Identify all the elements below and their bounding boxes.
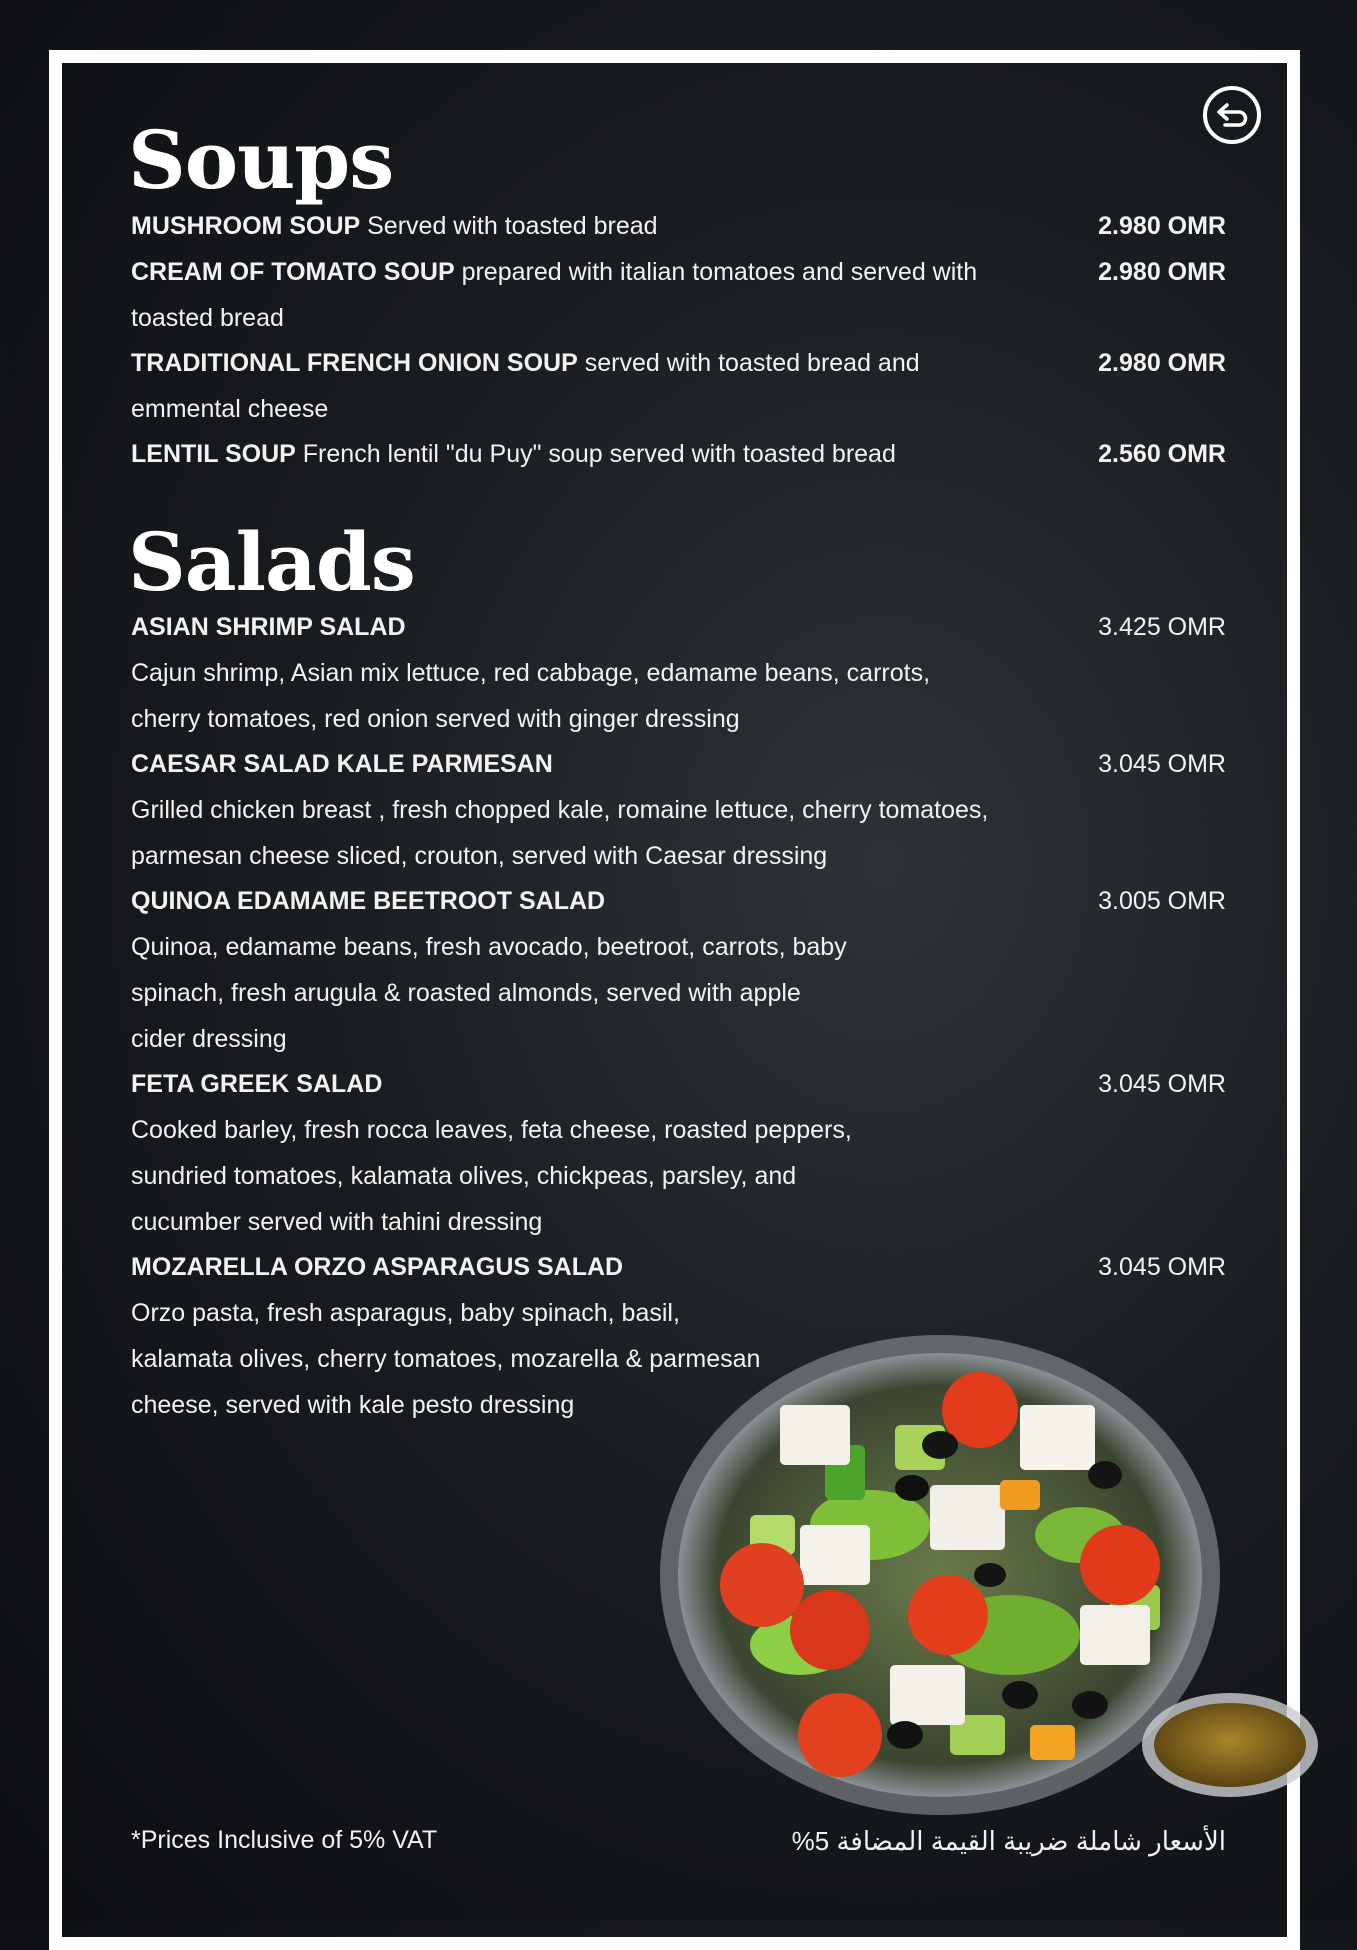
salad-price: 3.045 OMR [1098,750,1226,778]
salad-desc: Cajun shrimp, Asian mix lettuce, red cabbage, edamame beans, carrots, cherry tomatoes, red onion served with ginger dressing [131,659,931,733]
salad-desc: Cooked barley, fresh rocca leaves, feta cheese, roasted peppers, sundried tomatoes, kalamata olives, chickpeas, parsley, and cucumber served with tahini dressing [131,1116,852,1236]
salad-bowl-image [650,1335,1330,1835]
olive [1072,1691,1108,1719]
feta-cube [780,1405,850,1465]
cherry-tomato [790,1590,870,1670]
vat-note-en: *Prices Inclusive of 5% VAT [131,1826,438,1854]
salad-price: 3.425 OMR [1098,613,1226,641]
salad-name: FETA GREEK SALAD [131,1070,383,1098]
salad-desc: Quinoa, edamame beans, fresh avocado, beetroot, carrots, baby spinach, fresh arugula & roasted almonds, served with apple cider dressing [131,933,847,1053]
olive [974,1563,1006,1587]
salad-item [131,604,1226,742]
salad-item [131,1061,1226,1245]
salad-item [131,741,1226,879]
soup-name: MUSHROOM SOUP [131,212,361,240]
soup-name: LENTIL SOUP [131,440,296,468]
cherry-tomato [720,1543,804,1627]
feta-cube [1080,1605,1150,1665]
salad-desc: Orzo pasta, fresh asparagus, baby spinach, basil, kalamata olives, cherry tomatoes, mozarella & parmesan cheese, served with kale pesto dressing [131,1299,761,1419]
soup-desc: Served with toasted bread [360,212,658,240]
cherry-tomato [908,1575,988,1655]
salad-item [131,878,1226,1062]
soups-title: Soups [128,113,394,207]
feta-cube [1020,1405,1095,1470]
vat-note-ar: الأسعار شاملة ضريبة القيمة المضافة 5% [791,1826,1226,1856]
salad-name: QUINOA EDAMAME BEETROOT SALAD [131,887,606,915]
olive [1088,1461,1122,1489]
back-button[interactable] [1203,86,1261,144]
salad-desc: Grilled chicken breast , fresh chopped kale, romaine lettuce, cherry tomatoes, parmesan cheese sliced, crouton, served with Caesar dressing [131,796,989,870]
soup-name: CREAM OF TOMATO SOUP [131,258,455,286]
salad-name: MOZARELLA ORZO ASPARAGUS SALAD [131,1253,624,1281]
salad-name: ASIAN SHRIMP SALAD [131,613,406,641]
dressing-sauce [1154,1703,1306,1787]
salads-title: Salads [128,515,415,609]
yellow-pepper [1030,1725,1075,1760]
soup-price: 2.980 OMR [1098,258,1226,286]
soup-price: 2.560 OMR [1098,440,1226,468]
soup-desc: served with toasted bread and emmental cheese [131,349,920,423]
return-arrow-icon [1215,102,1249,128]
soup-desc: prepared with italian tomatoes and served with toasted bread [131,258,978,332]
olive [1002,1681,1038,1709]
salad-name: CAESAR SALAD KALE PARMESAN [131,750,553,778]
feta-cube [800,1525,870,1585]
salad-price: 3.045 OMR [1098,1070,1226,1098]
soup-desc: French lentil "du Puy" soup served with toasted bread [295,440,896,468]
salad-price: 3.005 OMR [1098,887,1226,915]
soup-price: 2.980 OMR [1098,349,1226,377]
soup-name: TRADITIONAL FRENCH ONION SOUP [131,349,578,377]
feta-cube [890,1665,965,1725]
cherry-tomato [798,1693,882,1777]
olive [895,1475,929,1501]
olive [922,1431,958,1459]
feta-cube [930,1485,1005,1550]
soup-item [131,340,1226,432]
soup-item [131,203,1226,249]
yellow-pepper [1000,1480,1040,1510]
soup-price: 2.980 OMR [1098,212,1226,240]
soup-item [131,431,1226,477]
cherry-tomato [1080,1525,1160,1605]
olive [887,1721,923,1749]
salad-price: 3.045 OMR [1098,1253,1226,1281]
soup-item [131,249,1226,341]
